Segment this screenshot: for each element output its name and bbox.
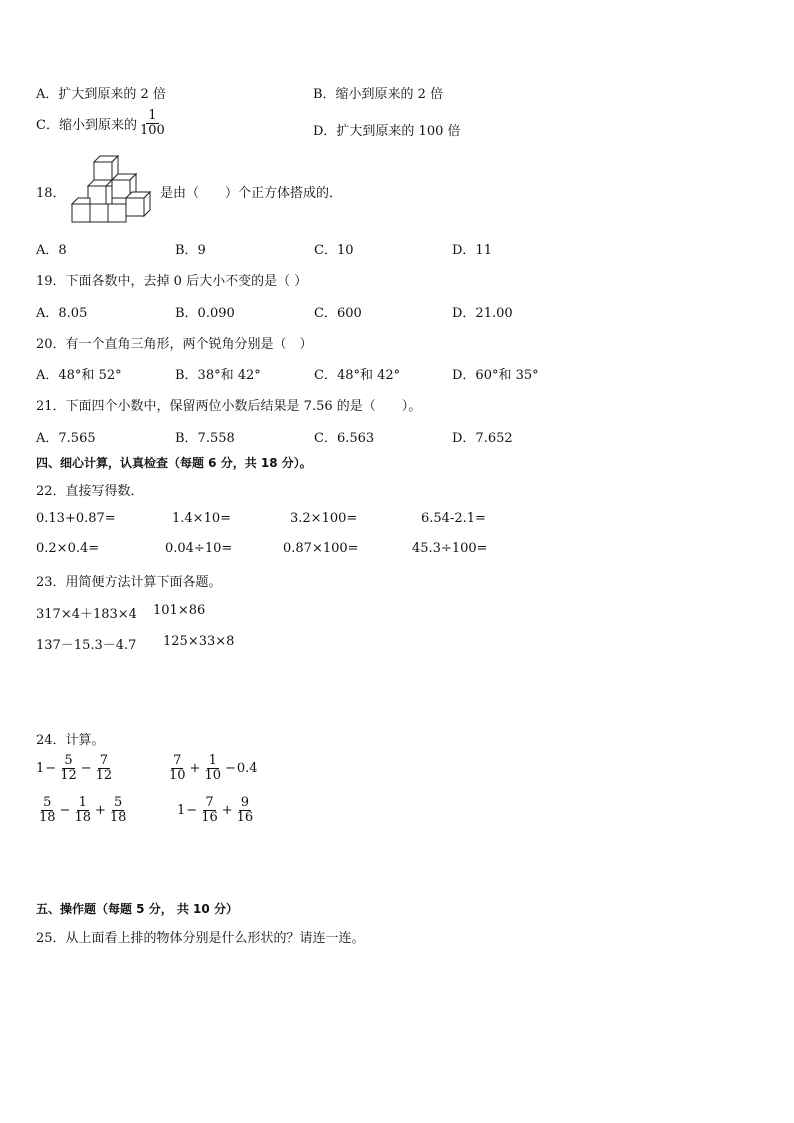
q24-expression-3 <box>36 796 129 825</box>
q24-question-text: 24．计算。 <box>36 733 105 748</box>
q17-option-c-label: C．缩小到原来的 <box>36 118 137 133</box>
fraction-denominator: 100 <box>139 123 165 138</box>
q20-option-d: D．60°和 35° <box>452 368 539 383</box>
fraction-numerator: 5 <box>114 795 123 810</box>
fraction-denominator: 16 <box>201 810 218 825</box>
expr-term: 1 <box>36 761 45 776</box>
q18-option-c: C．10 <box>314 243 354 258</box>
q17-option-b: B．缩小到原来的 2 倍 <box>313 87 444 102</box>
fraction <box>235 796 256 825</box>
fraction <box>94 754 115 783</box>
fraction-numerator: 7 <box>205 795 214 810</box>
q19-option-c: C．600 <box>314 306 362 321</box>
q22-item: 3.2×100= <box>290 511 358 526</box>
q21-option-c: C．6.563 <box>314 431 375 446</box>
fraction-numerator: 7 <box>173 753 182 768</box>
q19-question-text: 19．下面各数中，去掉 0 后大小不变的是（ ） <box>36 274 308 289</box>
operator: − <box>59 803 71 818</box>
fraction-numerator: 5 <box>43 795 52 810</box>
q20-option-c: C．48°和 42° <box>314 368 401 383</box>
q25-question-text: 25．从上面看上排的物体分别是什么形状的？请连一连。 <box>36 931 365 946</box>
fraction-denominator: 18 <box>39 810 56 825</box>
fraction-denominator: 12 <box>60 768 77 783</box>
fraction <box>58 754 79 783</box>
q22-item: 0.2×0.4= <box>36 541 100 556</box>
q21-option-d: D．7.652 <box>452 431 513 446</box>
q23-item: 101×86 <box>153 603 206 618</box>
fraction <box>72 796 93 825</box>
operator: + <box>221 803 233 818</box>
fraction <box>37 796 58 825</box>
fraction-numerator: 1 <box>78 795 87 810</box>
fraction-numerator: 1 <box>148 108 157 123</box>
fraction-denominator: 18 <box>109 810 127 825</box>
section-4-heading: 四、细心计算，认真检查（每题 6 分，共 18 分）。 <box>36 456 312 470</box>
q19-option-b: B．0.090 <box>175 306 235 321</box>
fraction-denominator: 10 <box>204 768 221 783</box>
q19-option-a: A．8.05 <box>36 306 88 321</box>
q18-number: 18． <box>36 186 66 201</box>
fraction-denominator: 10 <box>169 768 186 783</box>
fraction <box>108 796 129 825</box>
fraction <box>199 796 220 825</box>
q17-option-a: A．扩大到原来的 2 倍 <box>36 87 166 102</box>
q24-expression-2 <box>166 754 258 783</box>
fraction-numerator: 1 <box>208 753 217 768</box>
operator: + <box>189 761 201 776</box>
q21-option-b: B．7.558 <box>175 431 235 446</box>
cube-stack-figure <box>64 152 154 226</box>
q22-item: 6.54-2.1= <box>421 511 486 526</box>
q21-question-text: 21．下面四个小数中，保留两位小数后结果是 7.56 的是（ ）。 <box>36 399 422 414</box>
fraction-denominator: 18 <box>74 810 91 825</box>
operator: − <box>45 761 57 776</box>
fraction <box>202 754 223 783</box>
q18-option-b: B．9 <box>175 243 206 258</box>
q23-item: 137－15.3－4.7 <box>36 638 137 653</box>
q17-option-c-fraction <box>138 109 167 138</box>
q18-option-d: D．11 <box>452 243 492 258</box>
q23-item: 317×4＋183×4 <box>36 607 137 622</box>
q23-item: 125×33×8 <box>163 634 235 649</box>
fraction <box>167 754 188 783</box>
section-5-heading: 五、操作题（每题 5 分， 共 10 分） <box>36 902 238 916</box>
fraction-denominator: 12 <box>95 768 113 783</box>
q19-option-d: D．21.00 <box>452 306 513 321</box>
q22-question-text: 22．直接写得数． <box>36 484 144 499</box>
q20-option-a: A．48°和 52° <box>36 368 122 383</box>
q18-option-a: A．8 <box>36 243 67 258</box>
expr-term: 1 <box>177 803 186 818</box>
q24-expression-1 <box>36 754 115 783</box>
q18-question-text: 是由（ ）个正方体搭成的． <box>160 186 343 201</box>
q17-option-d: D．扩大到原来的 100 倍 <box>313 124 461 139</box>
operator: − <box>80 761 92 776</box>
q23-question-text: 23．用简便方法计算下面各题。 <box>36 575 222 590</box>
q22-item: 0.13+0.87= <box>36 511 116 526</box>
operator: − <box>186 803 198 818</box>
q20-option-b: B．38°和 42° <box>175 368 261 383</box>
fraction-numerator: 9 <box>240 795 250 810</box>
q20-question-text: 20．有一个直角三角形，两个锐角分别是（ ） <box>36 337 313 352</box>
q22-item: 0.04÷10= <box>165 541 233 556</box>
q17-option-c <box>36 109 168 138</box>
expr-term: 0.4 <box>236 761 258 776</box>
operator: − <box>225 761 236 776</box>
q22-item: 45.3÷100= <box>412 541 488 556</box>
operator: + <box>95 803 106 818</box>
q22-item: 1.4×10= <box>172 511 232 526</box>
q24-expression-4 <box>177 796 256 825</box>
fraction-denominator: 16 <box>236 810 254 825</box>
q21-option-a: A．7.565 <box>36 431 96 446</box>
q22-item: 0.87×100= <box>283 541 359 556</box>
fraction-numerator: 5 <box>64 753 73 768</box>
fraction-numerator: 7 <box>99 753 109 768</box>
